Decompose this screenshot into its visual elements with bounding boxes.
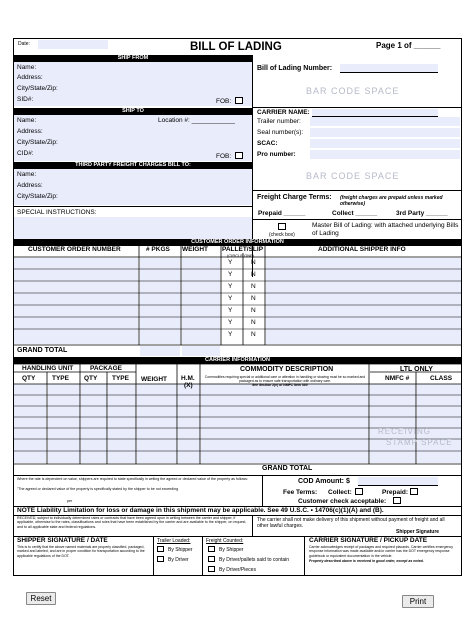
receiving-stamp-2: STAMP SPACE	[386, 438, 453, 447]
third-party-label: 3rd Party ______	[396, 210, 448, 217]
prepaid-label: Prepaid ______	[258, 210, 306, 217]
pallet-n[interactable]: N	[251, 259, 256, 266]
col-additional-info: ADDITIONAL SHIPPER INFO	[318, 246, 406, 253]
form-title: BILL OF LADING	[190, 41, 282, 53]
ship-to-location: Location #: ____________	[158, 117, 235, 124]
carrier-signature-text-2: Property described above is received in good order, except as noted.	[309, 559, 424, 563]
hm-x-label: (X)	[184, 382, 193, 389]
pallet-y[interactable]: Y	[228, 307, 233, 314]
ship-to-fob-checkbox[interactable]	[235, 152, 243, 159]
collect-label: Collect ______	[332, 210, 378, 217]
ship-to-cid: CID#:	[17, 150, 34, 157]
carrier-signature-title: CARRIER SIGNATURE / PICKUP DATE	[309, 537, 428, 544]
cod-amount-field[interactable]	[358, 477, 438, 486]
loaded-by-shipper-label: By Shipper	[168, 547, 193, 553]
weight-label: WEIGHT	[141, 376, 167, 383]
carrier-name-label: CARRIER NAME:	[257, 109, 310, 116]
divider	[153, 536, 154, 576]
barcode-space-2: BAR CODE SPACE	[306, 171, 400, 181]
receiving-stamp-1: RECEIVING	[378, 427, 432, 436]
third-party-bar: THIRD PARTY FREIGHT CHARGES BILL TO:	[14, 162, 252, 169]
shipper-signature-small: Shipper Signature	[396, 529, 440, 535]
date-label: Date:	[18, 41, 30, 47]
divider	[14, 475, 461, 476]
freight-terms-note: (freight charges are prepaid unless marked otherwise)	[340, 195, 443, 207]
freight-terms-label: Freight Charge Terms:	[257, 194, 332, 201]
received-text: RECEIVED, subject to individually determined rates or contracts that have been agreed upon in writing between the carrier and shipper, if applicable, otherwise to the rates, classifications and rules that have been established by the carrier and are available to the shipper, on request, and to all applicable state and federal regulations.	[17, 516, 247, 529]
circle-one: (CIRCLE ONE)	[227, 253, 255, 258]
ship-from-bar: SHIP FROM	[14, 55, 252, 62]
carrier-name-field[interactable]	[312, 109, 438, 117]
pallet-y[interactable]: Y	[228, 295, 233, 302]
pallet-y[interactable]: Y	[228, 319, 233, 326]
special-instructions-field[interactable]	[14, 217, 252, 239]
third-party-city: City/State/Zip:	[17, 193, 58, 200]
pallet-n[interactable]: N	[251, 271, 256, 278]
commodity-note: Commodities requiring special or additional care or attention in handling or stowing must be so marked and packaged as to ensure safe transportation with ordinary care.	[204, 375, 366, 383]
fee-prepaid-label: Prepaid:	[382, 489, 409, 496]
col-pkgs: # PKGS	[146, 246, 170, 253]
value-line-2: "The agreed or declared value of the property is specifically stated by the shipper to be not exceeding	[17, 487, 179, 491]
pallet-y[interactable]: Y	[228, 271, 233, 278]
carrier-signature-text: Carrier acknowledges receipt of packages and required placards. Carrier certifies emergency response information was made available and/or carrier has the DOT emergency response guidebook or equivalent documentation in the vehicle.	[309, 545, 453, 558]
ship-from-sid: SID#:	[17, 96, 34, 103]
handling-unit-label: HANDLING UNIT	[22, 365, 74, 372]
cod-amount-label: COD Amount: $	[298, 478, 350, 485]
col-weight: WEIGHT	[182, 246, 208, 253]
master-bol-text: Master Bill of Lading: with attached underlying Bills of Lading	[312, 222, 459, 237]
divider	[252, 515, 253, 536]
reset-button[interactable]: Reset	[26, 592, 56, 605]
ship-to-city: City/State/Zip:	[17, 139, 58, 146]
liability-note: NOTE Liability Limitation for loss or damage in this shipment may be applicable. See 49 U.S.C. • 14706(c)(1)(A) and (B).	[17, 507, 384, 514]
package-type: TYPE	[112, 375, 129, 382]
trailer-number-field[interactable]	[310, 117, 460, 126]
fee-collect-label: Collect:	[328, 489, 352, 496]
ship-to-bar: SHIP TO	[14, 108, 252, 115]
pallet-n[interactable]: N	[251, 295, 256, 302]
fee-collect-checkbox[interactable]	[355, 488, 363, 495]
counted-by-driver-pieces-checkbox[interactable]	[208, 566, 215, 572]
value-per: per	[67, 499, 73, 503]
ship-from-address: Address:	[17, 74, 43, 81]
special-instructions-label: SPECIAL INSTRUCTIONS:	[17, 209, 97, 216]
pro-number-label: Pro number:	[257, 151, 296, 158]
trailer-number-label: Trailer number:	[257, 118, 301, 125]
pallet-n[interactable]: N	[251, 307, 256, 314]
package-label: PACKAGE	[90, 365, 123, 372]
scac-field[interactable]	[310, 139, 460, 148]
scac-label: SCAC:	[257, 140, 278, 147]
counted-by-driver-pallets-label: By Driver/pallets said to contain	[219, 557, 290, 563]
loaded-by-driver-label: By Driver	[168, 557, 189, 563]
freight-counted-title: Freight Counted:	[206, 538, 244, 544]
hm-label: H.M.	[181, 375, 195, 382]
col-pallet-slip: PALLET/SLIP	[222, 246, 264, 253]
ship-from-name: Name:	[17, 64, 37, 71]
ship-to-address: Address:	[17, 128, 43, 135]
customer-order-grid	[13, 245, 462, 357]
shipper-signature-text: This is to certify that the above named materials are properly classified, packaged, marked and labeled, and are in proper condition for transportation according to the applicable regulations of the DOT.	[17, 545, 145, 558]
trailer-loaded-title: Trailer Loaded:	[157, 538, 191, 544]
col-customer-order-number: CUSTOMER ORDER NUMBER	[28, 246, 121, 253]
divider	[253, 190, 461, 191]
fee-prepaid-checkbox[interactable]	[410, 488, 418, 495]
carrier-grand-total: GRAND TOTAL	[262, 465, 313, 472]
third-party-name: Name:	[17, 171, 37, 178]
date-field[interactable]	[38, 40, 108, 49]
barcode-space-1: BAR CODE SPACE	[306, 86, 400, 96]
pallet-n[interactable]: N	[251, 331, 256, 338]
customer-check-checkbox[interactable]	[393, 497, 401, 504]
carrier-payment-note: The carrier shall not make delivery of this shipment without payment of freight and all other lawful charges.	[257, 517, 445, 529]
counted-by-shipper-checkbox[interactable]	[208, 546, 215, 552]
third-party-address: Address:	[17, 182, 43, 189]
seal-number-field[interactable]	[310, 128, 460, 137]
customer-check-label: Customer check acceptable:	[298, 498, 387, 505]
handling-qty: QTY	[22, 375, 36, 382]
divider	[14, 206, 252, 207]
divider	[253, 219, 461, 220]
pallet-y[interactable]: Y	[228, 331, 233, 338]
print-button[interactable]: Print	[402, 595, 434, 608]
divider	[253, 107, 461, 108]
pallet-y[interactable]: Y	[228, 283, 233, 290]
loaded-by-driver-checkbox[interactable]	[157, 556, 164, 562]
ltl-only-label: LTL ONLY	[400, 366, 433, 373]
pallet-n[interactable]: N	[251, 319, 256, 326]
ship-to-fob: FOB:	[216, 153, 232, 160]
value-note: Where the rate is dependent on value, shippers are required to state specifically in writing the agreed or declared value of the property as follows:	[17, 477, 248, 481]
package-qty: QTY	[84, 375, 98, 382]
counted-by-driver-pallets-checkbox[interactable]	[208, 556, 215, 562]
shipper-signature-title: SHIPPER SIGNATURE / DATE	[17, 537, 108, 544]
nmfc-label: NMFC #	[385, 375, 410, 382]
ship-to-name: Name:	[17, 117, 37, 124]
master-bol-checkbox[interactable]	[278, 223, 286, 230]
pallet-y[interactable]: Y	[228, 259, 233, 266]
customer-order-grand-total: GRAND TOTAL	[17, 347, 68, 354]
check-box-label: (check box)	[269, 232, 295, 238]
customer-order-bar: CUSTOMER ORDER INFORMATION	[14, 239, 461, 246]
handling-type: TYPE	[52, 375, 69, 382]
fee-terms-label: Fee Terms:	[283, 489, 318, 496]
loaded-by-shipper-checkbox[interactable]	[157, 546, 164, 552]
bol-number-label: Bill of Lading Number:	[257, 65, 333, 72]
ship-from-city: City/State/Zip:	[17, 85, 58, 92]
page-number: Page 1 of ______	[376, 41, 441, 50]
divider	[262, 475, 263, 506]
bol-number-field[interactable]	[340, 64, 438, 73]
commodity-see: See Section 2(e) of NMFC Item 360	[252, 383, 308, 387]
commodity-description-label: COMMODITY DESCRIPTION	[240, 366, 334, 373]
pallet-n[interactable]: N	[251, 283, 256, 290]
pro-number-field[interactable]	[310, 150, 460, 159]
counted-by-shipper-label: By Shipper	[219, 547, 244, 553]
seal-number-label: Seal number(s):	[257, 129, 304, 136]
counted-by-driver-pieces-label: By Driver/Pieces	[219, 567, 256, 573]
ship-from-fob: FOB:	[216, 98, 232, 105]
ship-from-fob-checkbox[interactable]	[235, 97, 243, 104]
class-label: CLASS	[430, 375, 453, 382]
carrier-info-bar: CARRIER INFORMATION	[14, 357, 461, 364]
divider	[202, 536, 203, 576]
divider	[304, 536, 305, 576]
